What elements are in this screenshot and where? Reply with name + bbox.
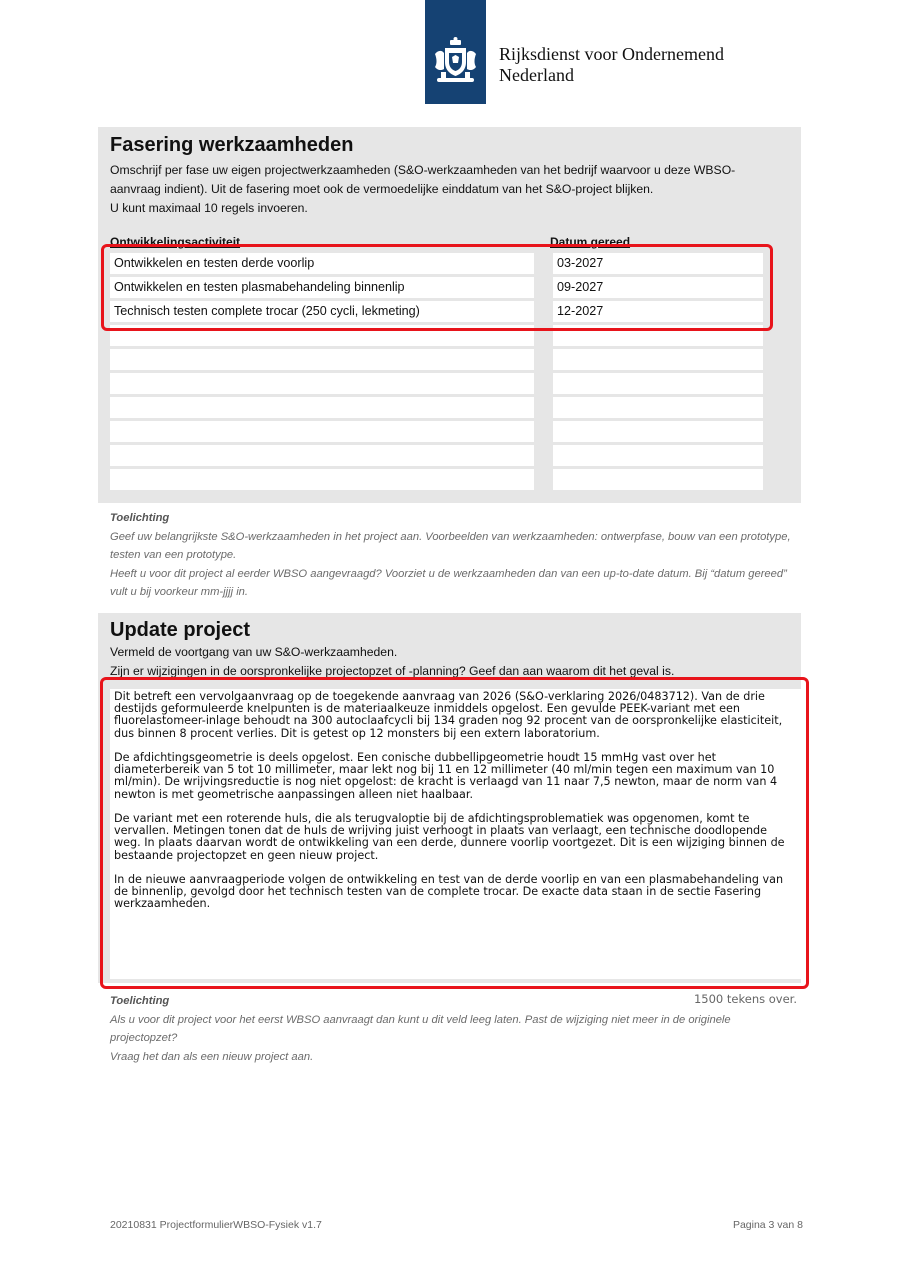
fasering-note-line4: vult u bij voorkeur mm-jjjj in. (110, 586, 249, 598)
date-field[interactable]: 09-2027 (553, 277, 763, 298)
date-field[interactable]: 03-2027 (553, 253, 763, 274)
fasering-note-line1: Geef uw belangrijkste S&O-werkzaamheden in het project aan. Voorbeelden van werkzaamheden: ontwerpfase, bouw van een prototype, (110, 530, 791, 543)
fasering-note-line2: testen van een prototype. (110, 549, 237, 561)
fasering-row (110, 349, 763, 370)
update-note-title: Toelichting (110, 995, 170, 1007)
date-field[interactable] (553, 445, 763, 466)
update-note-line1: Als u voor dit project voor het eerst WBSO aanvraagt dan kunt u dit veld leeg laten. Past de wijziging niet meer in de originele projectopzet? (110, 1013, 731, 1044)
fasering-note-line3: Heeft u voor dit project al eerder WBSO aangevraagd? Voorziet u de werkzaamheden dan van een up-to-date datum. Bij “datum gereed” (110, 567, 787, 580)
activity-field[interactable] (110, 469, 534, 490)
character-counter: 1500 tekens over. (693, 992, 797, 1006)
date-field[interactable] (553, 397, 763, 418)
update-paragraph: De afdichtingsgeometrie is deels opgelost. Een conische dubbellipgeometrie houdt 15 mmHg vast over het diameterbereik van 5 tot 10 millimeter, maar lekt nog bij 11 en 12 millimeter (40 ml/min tegen een maximum van 10 ml/min). De wrijvingsreductie is nog niet opgelost: de kracht is verlaagd van 11 naar 7,5 newton, maar de norm van 4 newton is met geometrische aanpassingen alleen niet haalbaar. (114, 751, 778, 801)
column-header-activity: Ontwikkelingsactiviteit (110, 235, 241, 249)
fasering-title: Fasering werkzaamheden (110, 134, 354, 156)
fasering-row (110, 373, 763, 394)
rijkswapen-icon (429, 36, 482, 88)
update-section (98, 613, 801, 983)
activity-field[interactable] (110, 373, 534, 394)
update-paragraph: Dit betreft een vervolgaanvraag op de toegekende aanvraag van 2026 (S&O-verklaring 2026/0483712). Van de drie destijds geformuleerde knelpunten is de materiaalkeuze inmiddels opgelost. Een gevulde PEEK-variant met een fluorelastomeer-inlage behoudt na 300 autoclaafcycli bij 134 graden nog 92 procent van de oorspronkelijke elasticiteit, dus binnen 8 procent verlies. Dit is getest op 12 monsters bij een extern laboratorium. (114, 690, 783, 740)
update-note-line2: Vraag het dan als een nieuw project aan. (110, 1050, 314, 1063)
activity-field[interactable] (110, 397, 534, 418)
fasering-intro (110, 161, 780, 218)
fasering-row (110, 253, 763, 274)
update-paragraph: De variant met een roterende huls, die als terugvaloptie bij de afdichtingsproblematiek was opgenomen, komt te vervallen. Metingen tonen dat de huls de wrijving juist verhoogt in plaats van verlaagt, een technische doodlopende weg. In plaats daarvan wordt de ontwikkeling van een derde, dunnere voorlip voortgezet. Dit is een wijziging binnen de bestaande projectopzet en geen nieuw project. (114, 812, 785, 862)
activity-field[interactable]: Ontwikkelen en testen derde voorlip (110, 253, 534, 274)
fasering-note (110, 509, 800, 602)
fasering-row (110, 397, 763, 418)
update-note (110, 992, 800, 1066)
update-intro (110, 643, 780, 681)
date-field[interactable] (553, 373, 763, 394)
logo-bar (425, 0, 486, 104)
column-header-date: Datum gereed (550, 235, 631, 249)
footer-page-number: Pagina 3 van 8 (732, 1219, 803, 1231)
date-field[interactable] (553, 421, 763, 442)
fasering-row (110, 469, 763, 490)
activity-field[interactable] (110, 349, 534, 370)
activity-field[interactable] (110, 445, 534, 466)
activity-field[interactable]: Ontwikkelen en testen plasmabehandeling binnenlip (110, 277, 534, 298)
fasering-row (110, 421, 763, 442)
date-field[interactable]: 12-2027 (553, 301, 763, 322)
fasering-intro-line1: Omschrijf per fase uw eigen projectwerkzaamheden (S&O-werkzaamheden van het bedrijf waarvoor u deze WBSO- (110, 163, 736, 177)
fasering-row (110, 277, 763, 298)
fasering-row (110, 325, 763, 346)
fasering-intro-line3: U kunt maximaal 10 regels invoeren. (110, 201, 308, 215)
update-paragraph: In de nieuwe aanvraagperiode volgen de ontwikkeling en test van de derde voorlip en van een plasmabehandeling van de binnenlip, gevolgd door het technisch testen van de complete trocar. De exacte data staan in de sectie Fasering werkzaamheden. (114, 873, 784, 911)
update-textarea[interactable] (110, 689, 801, 979)
date-field[interactable] (553, 349, 763, 370)
update-intro-line1: Vermeld de voortgang van uw S&O-werkzaamheden. (110, 645, 398, 659)
fasering-row (110, 301, 763, 322)
fasering-intro-line2: aanvraag indient). Uit de fasering moet ook de vermoedelijke einddatum van het S&O-project blijken. (110, 182, 654, 196)
activity-field[interactable] (110, 325, 534, 346)
date-field[interactable] (553, 325, 763, 346)
org-name-line2: Nederland (499, 65, 574, 85)
fasering-section (98, 127, 801, 503)
date-field[interactable] (553, 469, 763, 490)
footer-document-id: 20210831 ProjectformulierWBSO-Fysiek v1.7 (110, 1219, 322, 1231)
activity-field[interactable] (110, 421, 534, 442)
activity-field[interactable]: Technisch testen complete trocar (250 cycli, lekmeting) (110, 301, 534, 322)
org-name-line1: Rijksdienst voor Ondernemend (499, 44, 724, 64)
update-title: Update project (110, 619, 251, 641)
org-name (499, 44, 724, 86)
fasering-note-title: Toelichting (110, 512, 170, 524)
fasering-row (110, 445, 763, 466)
update-intro-line2: Zijn er wijzigingen in de oorspronkelijke projectopzet of -planning? Geef dan aan waarom dit het geval is. (110, 664, 675, 678)
